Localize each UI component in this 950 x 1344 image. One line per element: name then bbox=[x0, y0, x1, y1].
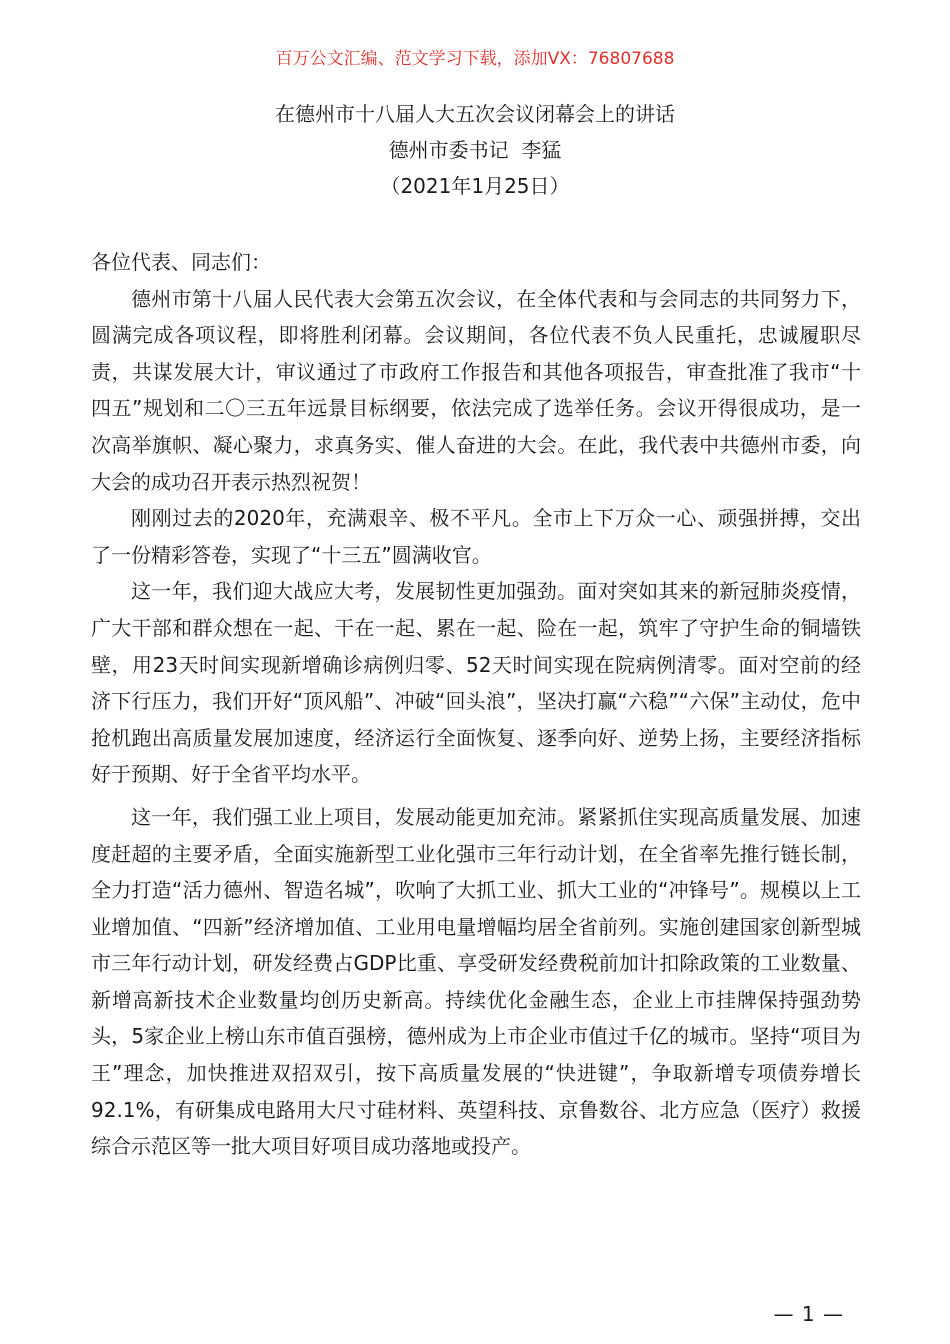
document-body bbox=[91, 244, 861, 1165]
watermark-banner: 百万公文汇编、范文学习下载，添加VX：76807688 bbox=[275, 49, 675, 69]
document-title: 在德州市十八届人大五次会议闭幕会上的讲话 bbox=[275, 102, 675, 126]
salutation: 各位代表、同志们： bbox=[91, 250, 271, 274]
paragraph: 德州市第十八届人民代表大会第五次会议，在全体代表和与会同志的共同努力下，圆满完成各项议程，即将胜利闭幕。会议期间，各位代表不负人民重托，忠诚履职尽责，共谋发展大计，审议通过了市政府工作报告和其他各项报告，审查批准了我市“十四五”规划和二〇三五年远景目标纲要，依法完成了选举任务。会议开得很成功，是一次高举旗帜、凝心聚力，求真务实、催人奋进的大会。在此，我代表中共德州市委，向大会的成功召开表示热烈祝贺！ bbox=[91, 286, 861, 494]
page-number: — 1 — bbox=[773, 1302, 844, 1326]
document-header bbox=[0, 96, 950, 204]
paragraph: 这一年，我们强工业上项目，发展动能更加充沛。紧紧抓住实现高质量发展、加速度赶超的主要矛盾，全面实施新型工业化强市三年行动计划，在全省率先推行链长制，全力打造“活力德州、智造名城”，吹响了大抓工业、抓大工业的“冲锋号”。规模以上工业增加值、“四新”经济增加值、工业用电量增幅均居全省前列。实施创建国家创新型城市三年行动计划，研发经费占GDP比重、享受研发经费税前加计扣除政策的工业数量、新增高新技术企业数量均创历史新高。持续优化金融生态，企业上市挂牌保持强劲势头，5家企业上榜山东市值百强榜，德州成为上市企业市值过千亿的城市。坚持“项目为王”理念，加快推进双招双引，按下高质量发展的“快进键”，争取新增专项债券增长92.1%，有研集成电路用大尺寸硅材料、英望科技、京鲁数谷、北方应急（医疗）救援综合示范区等一批大项目好项目成功落地或投产。 bbox=[91, 804, 861, 1159]
paragraph: 这一年，我们迎大战应大考，发展韧性更加强劲。面对突如其来的新冠肺炎疫情，广大干部和群众想在一起、干在一起、累在一起、险在一起，筑牢了守护生命的铜墙铁壁，用23天时间实现新增确诊病例归零、52天时间实现在院病例清零。面对空前的经济下行压力，我们开好“顶风船”、冲破“回头浪”，坚决打赢“六稳”“六保”主动仗，危中抢机跑出高质量发展加速度，经济运行全面恢复、逐季向好、逆势上扬，主要经济指标好于预期、好于全省平均水平。 bbox=[91, 579, 861, 787]
paragraph: 刚刚过去的2020年，充满艰辛、极不平凡。全市上下万众一心、顽强拼搏，交出了一份精彩答卷，实现了“十三五”圆满收官。 bbox=[91, 506, 861, 567]
document-author: 德州市委书记 李猛 bbox=[388, 138, 562, 162]
document-date: （2021年1月25日） bbox=[380, 174, 570, 198]
